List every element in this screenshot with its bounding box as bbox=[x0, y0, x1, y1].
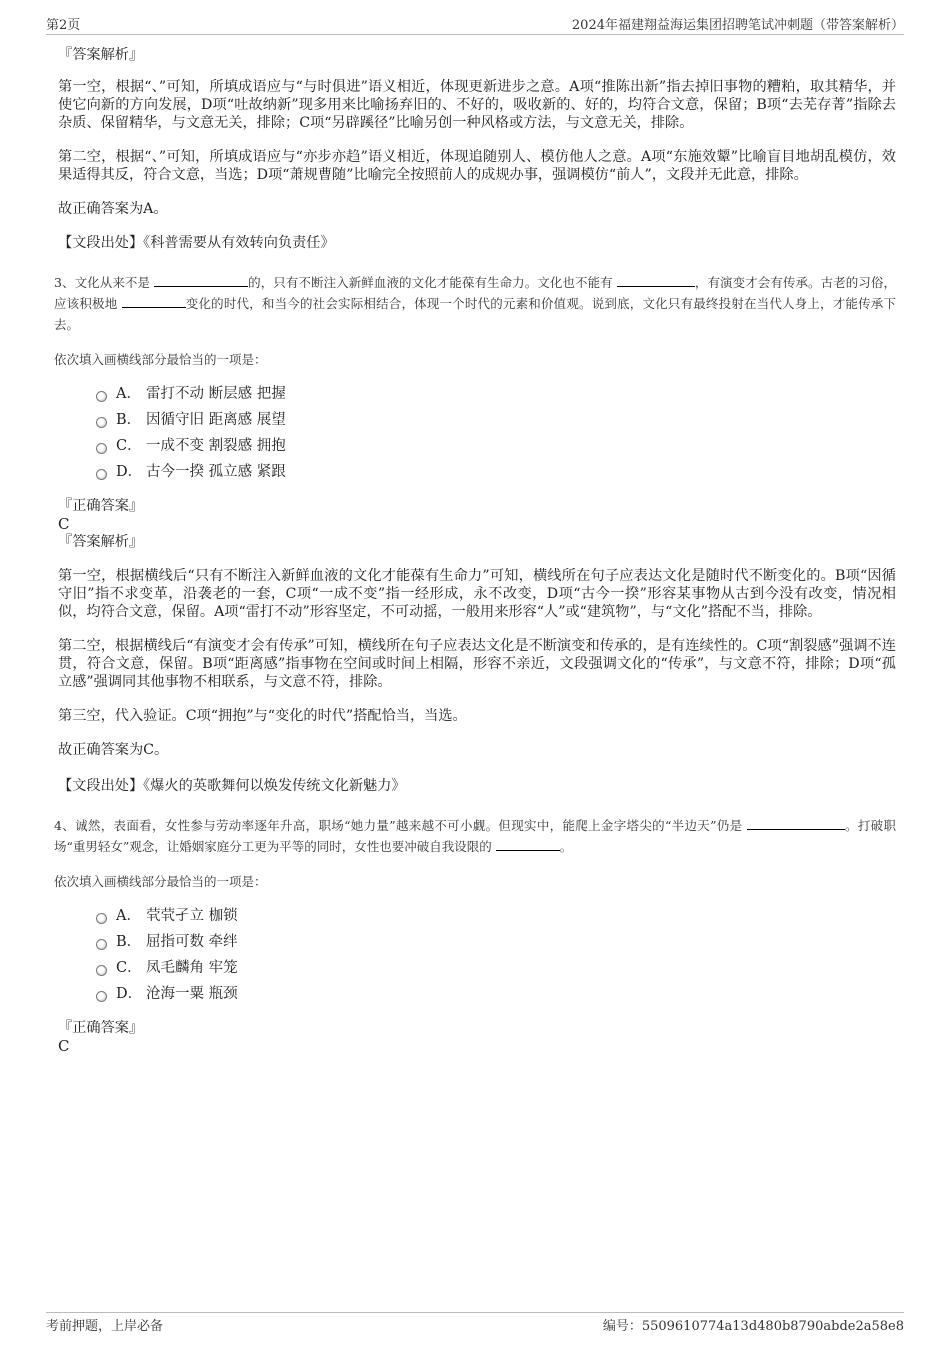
document-id: 编号：5509610774a13d480b8790abde2a58e8 bbox=[602, 1319, 904, 1334]
analysis-paragraph: 第一空，根据横线后“只有不断注入新鲜血液的文化才能葆有生命力”可知，横线所在句子应表达文化是随时代不断变化的。B项“因循守旧”指不求变革，沿袭老的一套，C项“一成不变”指一经形成，永不改变，D项“古今一揆”形容某事物从古到今没有改变，情况相似，均符合文意，保留。A项“雷打不动”形容坚定，不可动摇，一般用来形容“人”或“建筑物”，与“文化”搭配不当，排除。 bbox=[58, 568, 896, 620]
option-b[interactable]: B． 因循守旧 距离感 展望 bbox=[96, 407, 896, 433]
fill-blank bbox=[122, 294, 186, 308]
correct-answer: C bbox=[58, 1037, 70, 1055]
analysis-paragraph: 第二空，根据“、”可知，所填成语应与“亦步亦趋”语义相近，体现追随别人、模仿他人之意。A项“东施效颦”比喻盲目地胡乱模仿，效果适得其反，符合文意，当选；D项“萧规曹随”比喻完全按照前人的成规办事，强调模仿“前人”，文段并无此意，排除。 bbox=[58, 149, 896, 183]
conclusion-text: 故正确答案为A。 bbox=[58, 201, 168, 217]
option-a[interactable]: A． 茕茕孑立 枷锁 bbox=[96, 903, 896, 929]
radio-icon[interactable] bbox=[96, 391, 107, 402]
question-3-options bbox=[96, 381, 896, 485]
fill-blank bbox=[617, 273, 695, 287]
correct-answer: C bbox=[58, 515, 70, 533]
question-prompt: 依次填入画横线部分最恰当的一项是： bbox=[54, 874, 267, 889]
radio-icon[interactable] bbox=[96, 991, 107, 1002]
question-3-text: 3、文化从来不是 的，只有不断注入新鲜血液的文化才能葆有生命力。文化也不能有 ，有演变才会有传承。古老的习俗，应该积极地 变化的时代，和当今的社会实际相结合，体现一个时代的元素和价值观。说到底，文化只有最终投射在当代人身上，才能传承下去。 bbox=[54, 275, 896, 332]
analysis-label: 『答案解析』 bbox=[58, 534, 144, 550]
fill-blank bbox=[747, 816, 845, 830]
question-prompt: 依次填入画横线部分最恰当的一项是： bbox=[54, 352, 267, 367]
correct-answer-label: 『正确答案』 bbox=[58, 498, 144, 514]
radio-icon[interactable] bbox=[96, 965, 107, 976]
option-d[interactable]: D． 沧海一粟 瓶颈 bbox=[96, 981, 896, 1007]
footer-slogan: 考前押题，上岸必备 bbox=[46, 1319, 164, 1334]
option-a[interactable]: A． 雷打不动 断层感 把握 bbox=[96, 381, 896, 407]
analysis-paragraph: 第二空，根据横线后“有演变才会有传承”可知，横线所在句子应表达文化是不断演变和传承的，是有连续性的。C项“割裂感”强调不连贯，符合文意，保留。B项“距离感”指事物在空间或时间上相隔，形容不亲近，文段强调文化的“传承”，与文意不符，排除；D项“孤立感”强调同其他事物不相联系，与文意不符，排除。 bbox=[58, 638, 896, 690]
page-number: 第2页 bbox=[46, 18, 81, 33]
correct-answer-label: 『正确答案』 bbox=[58, 1020, 144, 1036]
fill-blank bbox=[496, 837, 560, 851]
analysis-label: 『答案解析』 bbox=[58, 47, 144, 63]
question-4-options bbox=[96, 903, 896, 1007]
radio-icon[interactable] bbox=[96, 417, 107, 428]
source-citation: 【文段出处】《爆火的英歌舞何以焕发传统文化新魅力》 bbox=[58, 778, 406, 794]
option-d[interactable]: D． 古今一揆 孤立感 紧跟 bbox=[96, 459, 896, 485]
page-content bbox=[54, 46, 896, 1055]
question-4-text: 4、诚然，表面看，女性参与劳动率逐年升高，职场“她力量”越来越不可小觑。但现实中，能爬上金字塔尖的“半边天”仍是 。打破职场“重男轻女”观念，让婚姻家庭分工更为平等的同时，女性也要冲破自我设限的 。 bbox=[54, 818, 896, 854]
analysis-paragraph: 第一空，根据“、”可知，所填成语应与“与时俱进”语义相近，体现更新进步之意。A项“推陈出新”指去掉旧事物的糟粕，取其精华，并使它向新的方向发展，D项“吐故纳新”现多用来比喻扬弃旧的、不好的，吸收新的、好的，均符合文意，保留；B项“去芜存菁”指除去杂质、保留精华，与文意无关，排除；C项“另辟蹊径”比喻另创一种风格或方法，与文意无关，排除。 bbox=[58, 79, 896, 131]
option-c[interactable]: C． 凤毛麟角 牢笼 bbox=[96, 955, 896, 981]
document-title: 2024年福建翔益海运集团招聘笔试冲刺题（带答案解析） bbox=[571, 18, 904, 33]
source-citation: 【文段出处】《科普需要从有效转向负责任》 bbox=[58, 235, 335, 251]
page-header bbox=[46, 14, 904, 35]
radio-icon[interactable] bbox=[96, 443, 107, 454]
analysis-paragraph: 第三空，代入验证。C项“拥抱”与“变化的时代”搭配恰当，当选。 bbox=[58, 708, 467, 724]
fill-blank bbox=[154, 273, 248, 287]
radio-icon[interactable] bbox=[96, 939, 107, 950]
option-c[interactable]: C． 一成不变 割裂感 拥抱 bbox=[96, 433, 896, 459]
page-footer bbox=[46, 1312, 904, 1335]
radio-icon[interactable] bbox=[96, 469, 107, 480]
radio-icon[interactable] bbox=[96, 913, 107, 924]
conclusion-text: 故正确答案为C。 bbox=[58, 742, 169, 758]
option-b[interactable]: B． 屈指可数 牵绊 bbox=[96, 929, 896, 955]
